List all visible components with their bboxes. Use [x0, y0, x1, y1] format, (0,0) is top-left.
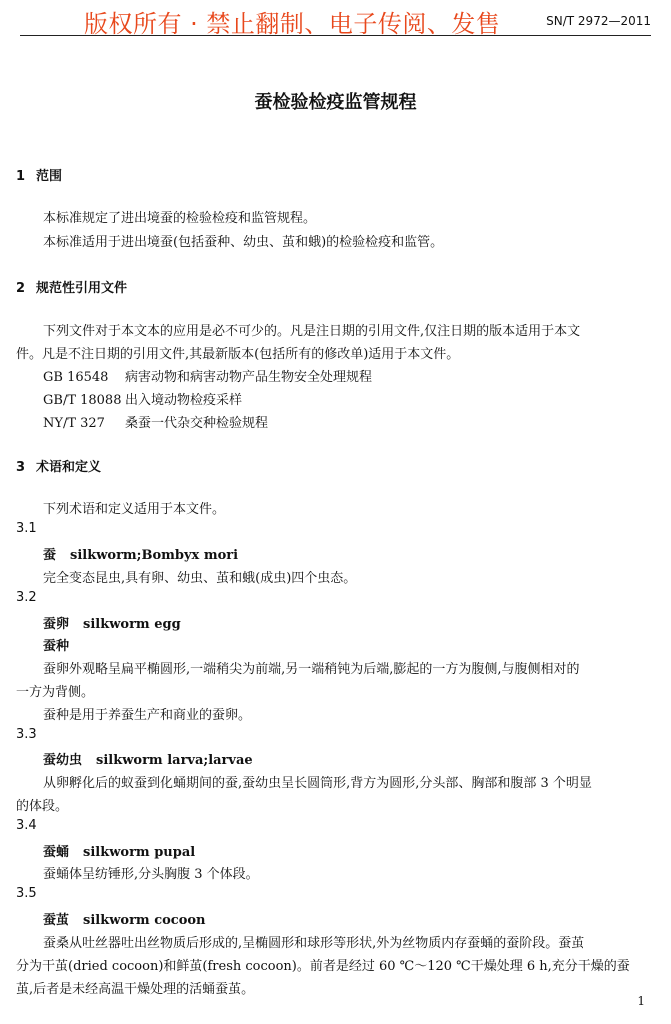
paragraph: 本标准规定了进出境蚕的检验检疫和监管规程。: [43, 211, 317, 226]
term-definition-continuation: 茧,后者是未经高温干燥处理的活蛹蚕茧。: [16, 982, 255, 997]
term-english: silkworm egg: [83, 617, 181, 632]
subsection-number: 3.5: [16, 886, 37, 901]
term-definition-continuation: 的体段。: [16, 799, 69, 814]
term-entry: [43, 909, 206, 928]
term-entry: [43, 544, 238, 563]
subsection-number: 3.4: [16, 818, 37, 833]
header-rule: [20, 35, 651, 36]
reference-code: NY/T 327: [43, 416, 105, 431]
term-entry: [43, 841, 195, 860]
subsection-number: 3.3: [16, 727, 37, 742]
reference-item: [43, 389, 242, 408]
term-chinese: 蚕蛹: [43, 845, 70, 860]
paragraph: 下列文件对于本文本的应用是必不可少的。凡是注日期的引用文件,仅注日期的版本适用于本文: [43, 324, 581, 339]
reference-name: 出入境动物检疫采样: [125, 393, 243, 408]
reference-code: GB/T 18088: [43, 393, 122, 408]
document-title: 蚕检验检疫监管规程: [254, 92, 417, 113]
term-definition: 完全变态昆虫,具有卵、幼虫、茧和蛾(成虫)四个虫态。: [43, 571, 357, 586]
reference-item: [43, 366, 372, 385]
term-entry: [43, 749, 253, 768]
term-english: silkworm pupal: [83, 845, 196, 860]
reference-item: [43, 412, 268, 431]
term-definition-continuation: 分为干茧(dried cocoon)和鲜茧(fresh cocoon)。前者是经过 60 ℃～120 ℃干燥处理 6 h,充分干燥的蚕: [16, 959, 630, 974]
term-chinese: 蚕种: [43, 639, 70, 654]
section-1-heading: [16, 165, 62, 184]
document-number: SN/T 2972—2011: [546, 14, 651, 28]
section-number: 1: [16, 169, 26, 184]
paragraph-continuation: 件。凡是不注日期的引用文件,其最新版本(包括所有的修改单)适用于本文件。: [16, 347, 460, 362]
term-definition: 从卵孵化后的蚁蚕到化蛹期间的蚕,蚕幼虫呈长圆筒形,背方为圆形,分头部、胸部和腹部 3 个明显: [43, 776, 592, 791]
term-chinese: 蚕卵: [43, 617, 70, 632]
page-number: 1: [637, 994, 645, 1008]
term-definition: 蚕蛹体呈纺锤形,分头胸腹 3 个体段。: [43, 867, 259, 882]
term-english: silkworm larva;larvae: [96, 753, 253, 768]
term-chinese: 蚕: [43, 548, 57, 563]
section-title: 规范性引用文件: [36, 281, 128, 296]
section-number: 3: [16, 460, 26, 475]
reference-name: 桑蚕一代杂交种检验规程: [125, 416, 269, 431]
reference-code: GB 16548: [43, 370, 109, 385]
term-chinese: 蚕幼虫: [43, 753, 83, 768]
copyright-watermark: 版权所有 · 禁止翻制、电子传阅、发售: [84, 10, 501, 38]
section-number: 2: [16, 281, 26, 296]
term-english: silkworm;Bombyx mori: [70, 548, 239, 563]
term-english: silkworm cocoon: [83, 913, 206, 928]
section-title: 范围: [36, 169, 63, 184]
paragraph: 下列术语和定义适用于本文件。: [43, 502, 226, 517]
subsection-number: 3.1: [16, 521, 37, 536]
term-definition: 蚕种是用于养蚕生产和商业的蚕卵。: [43, 708, 252, 723]
term-synonym: [43, 635, 69, 654]
subsection-number: 3.2: [16, 590, 37, 605]
term-chinese: 蚕茧: [43, 913, 70, 928]
reference-name: 病害动物和病害动物产品生物安全处理规程: [125, 370, 373, 385]
term-definition: 蚕桑从吐丝器吐出丝物质后形成的,呈椭圆形和球形等形状,外为丝物质内存蚕蛹的蚕阶段。蚕茧: [43, 936, 585, 951]
term-entry: [43, 613, 181, 632]
term-definition-continuation: 一方为背侧。: [16, 685, 95, 700]
paragraph: 本标准适用于进出境蚕(包括蚕种、幼虫、茧和蛾)的检验检疫和监管。: [43, 235, 444, 250]
section-3-heading: [16, 456, 101, 475]
section-2-heading: [16, 277, 127, 296]
term-definition: 蚕卵外观略呈扁平椭圆形,一端稍尖为前端,另一端稍钝为后端,膨起的一方为腹侧,与腹侧相对的: [43, 662, 580, 677]
section-title: 术语和定义: [36, 460, 102, 475]
